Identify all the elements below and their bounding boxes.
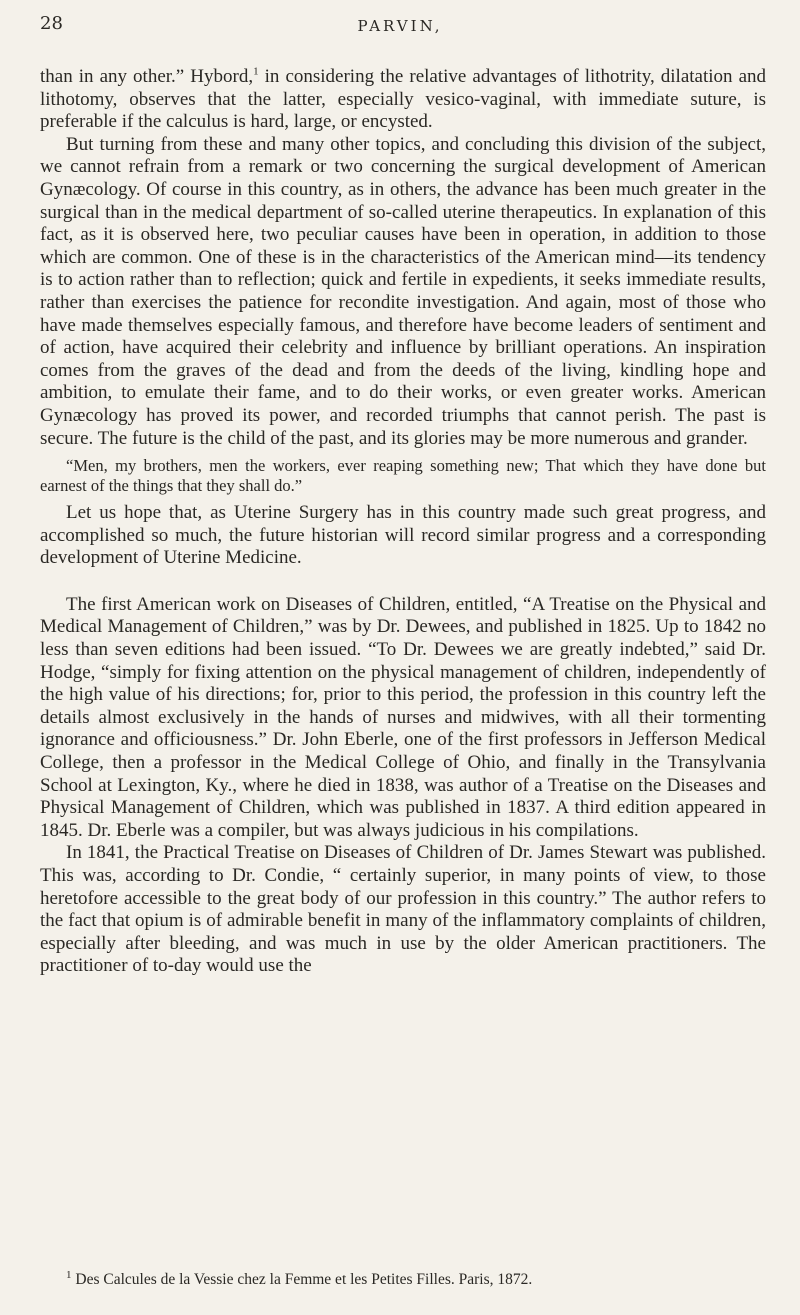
footnote-mark: 1 bbox=[66, 1268, 72, 1281]
paragraph-uterine-medicine: Let us hope that, as Uterine Surgery has in this country made such great progress, and accomplished so much, the future historian will record similar progress and a corresponding development of Uterine Medicine. bbox=[40, 502, 766, 569]
footnote bbox=[40, 1270, 766, 1290]
verse-quotation: “Men, my brothers, men the workers, ever reaping something new; That which they have done but earnest of the things that they shall do.” bbox=[40, 456, 766, 496]
paragraph-stewart-treatise: In 1841, the Practical Treatise on Diseases of Children of Dr. James Stewart was published. This was, according to Dr. Condie, “ certainly superior, in many points of view, to those heretofore accessible to the great body of our profession in this country.” The author refers to the fact that opium is of admirable benefit in many of the inflammatory complaints of children, especially after bleeding, and was much in use by the older American practitioners. The practitioner of to-day would use the bbox=[40, 842, 766, 977]
paragraph-hybord-rest: in considering the relative advantages of lithotrity, dilatation and lithotomy, observes that the latter, especially vesico-vaginal, with immediate suture, is preferable if the calculus is hard, large, or encysted. bbox=[40, 66, 766, 133]
section-gap bbox=[40, 570, 766, 594]
paragraph-hybord-start: than in any other.” Hybord, bbox=[40, 66, 254, 87]
footnote-text: Des Calcules de la Vessie chez la Femme et les Petites Filles. Paris, 1872. bbox=[71, 1271, 533, 1288]
page-number: 28 bbox=[40, 13, 63, 34]
paragraph-hybord bbox=[40, 66, 766, 134]
running-head: PARVIN, bbox=[357, 17, 443, 35]
body-text bbox=[40, 66, 766, 978]
paragraph-diseases-of-children: The first American work on Diseases of Children, entitled, “A Treatise on the Physical and Medical Management of Children,” was by Dr. Dewees, and published in 1825. Up to 1842 no less than seven editions had been issued. “To Dr. Dewees we are greatly indebted,” said Dr. Hodge, “simply for fixing attention on the physical management of children, independently of the high value of his directions; for, prior to this period, the profession in this country left the details almost exclusively in the hands of nurses and midwives, with all their tormenting ignorance and officiousness.” Dr. John Eberle, one of the first professors in Jefferson Medical College, then a professor in the Medical College of Ohio, and finally in the Transylvania School at Lexington, Ky., where he died in 1838, was author of a Treatise on the Diseases and Physical Management of Children, which was published in 1837. A third edition appeared in 1845. Dr. Eberle was a compiler, but was always judicious in his compilations. bbox=[40, 593, 766, 841]
paragraph-american-gynaecology: But turning from these and many other topics, and concluding this division of the subject, we cannot refrain from a remark or two concerning the surgical development of American Gynæcology. Of course in this country, as in others, the advance has been much greater in the surgical than in the medical department of so-called uterine therapeutics. In explanation of this fact, as it is observed here, two peculiar causes have been in operation, in addition to those which are common. One of these is in the characteristics of the American mind—its tendency is to action rather than to reflection; quick and fertile in expedients, it seeks immediate results, rather than exercises the patience for recondite investigation. And again, most of those who have made themselves especially famous, and therefore have become leaders of sentiment and of action, have acquired their celebrity and influence by brilliant operations. An inspiration comes from the graves of the dead and from the deeds of the living, kindling hope and ambition, to emulate their fame, and to do their works, or even greater works. American Gynæcology has proved its power, and recorded triumphs that cannot perish. The past is secure. The future is the child of the past, and its glories may be more numerous and grander. bbox=[40, 133, 766, 449]
footnote-reference: 1 bbox=[253, 65, 259, 78]
